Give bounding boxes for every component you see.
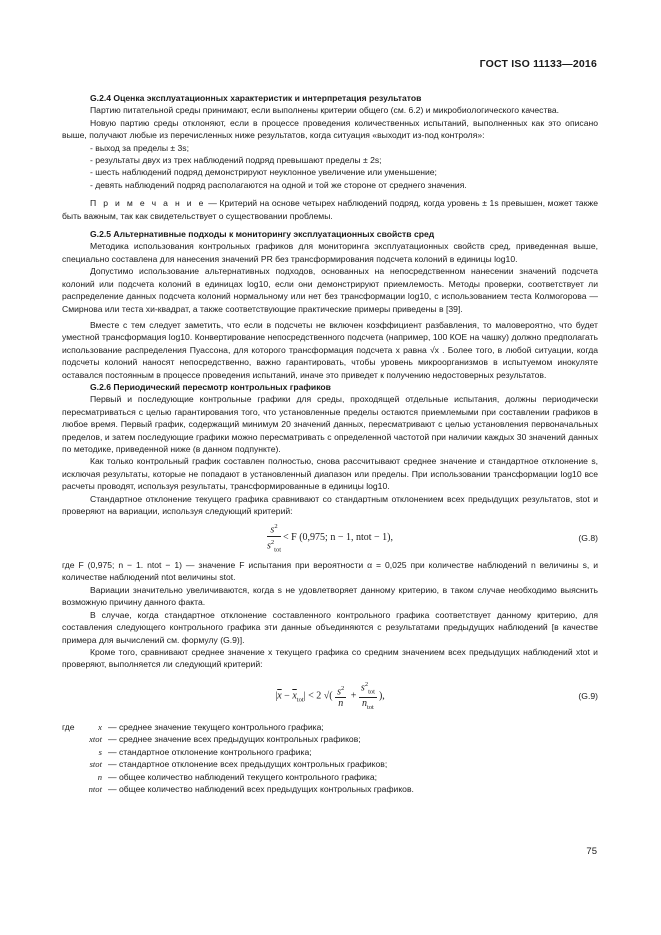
g24-paragraph-2: Новую партию среды отклоняют, если в процессе проведения количественных испытаний, выполненных как это описано выше, получают любые из перечисленных ниже результатов, когда ситуация «выходит из-под контроля»:	[62, 117, 598, 141]
g26-paragraph-3: Стандартное отклонение текущего графика сравнивают со стандартным отклонением всех предыдущих результатов, stot и проверяют на вариации, используя следующий критерий:	[62, 493, 598, 516]
g26-paragraph-2: Как только контрольный график составлен полностью, снова рассчитывают среднее значение и стандартное отклонение s, исключая результаты, которые не попадают в установленный диапазон или пределы. При использовании трансформации log10 все расчеты проводят, используя результаты, трансформированные в единицы log10.	[62, 456, 598, 492]
equation-g8-body	[122, 521, 538, 555]
equation-g9-number: (G.9)	[578, 690, 598, 701]
equation-g8-number: (G.8)	[578, 533, 598, 544]
g26-paragraph-6: В случае, когда стандартное отклонение составленного контрольного графика соответствует данному критерию, для составления следующего контрольного графика эти данные объединяются с результатами предыдущих наблюдений [в качестве примера для вычислений см. формулу (G.9)].	[62, 609, 598, 645]
page-number: 75	[586, 846, 597, 857]
g24-paragraph-1: Партию питательной среды принимают, если выполнены критерии общего (см. 6.2) и микробиологического качества.	[90, 105, 560, 116]
definition-row: ntot — общее количество наблюдений всех предыдущих контрольных графиков.	[88, 784, 414, 795]
g25-paragraph-2: Допустимо использование альтернативных подходов, основанных на непосредственном нанесении значений подсчета колоний или подсчета колоний в единицах log10, если они демонстрируют приемлемость. Методы проверки, соответствует ли распределение данных подсчета колоний нормальному или нет без трансформации log10, с использованием теста Колмогорова — Смирнова или теста хи-квадрат, а также соответствующие практические примеры приведены в [39].	[62, 266, 598, 314]
section-g26-heading: G.2.6 Периодический пересмотр контрольных графиков	[90, 381, 331, 392]
definition-row: где x — среднее значение текущего контрольного графика;	[62, 722, 324, 733]
definition-row: n — общее количество наблюдений текущего контрольного графика;	[97, 771, 377, 782]
g25-paragraph-3: Вместе с тем следует заметить, что если в подсчеты не включен коэффициент разбавления, то маловероятно, что будет уместной трансформация log10. Конвертирование непосредственного подсчета (например, 100 КОЕ на чашку) должно предполагать использование распределения Пуассона, для которого трансформация подсчета x равна √x . Более того, в любой ситуации, когда подсчеты колоний наносят непосредственно, важно гарантировать, чтобы уровень микроорганизмов в испытуемом инокуляте оставался постоянным в процессе проведения испытаний, иначе это приведет к получению недостоверных результатов.	[62, 319, 598, 380]
g26-paragraph-5: Вариации значительно увеличиваются, когда s не удовлетворяет данному критерию, в таком случае необходимо выяснить возможную причину данного факта.	[62, 584, 598, 608]
definition-row: s — стандартное отклонение контрольного графика;	[98, 746, 312, 757]
note	[62, 197, 598, 222]
g26-paragraph-4: где F (0,975; n − 1. ntot − 1) — значение F испытания при вероятности α = 0,025 при количестве наблюдений n величины s, и количестве наблюдений ntot величины stot.	[62, 560, 598, 583]
definition-row: xtot — среднее значение всех предыдущих контрольных графиков;	[89, 734, 361, 745]
criteria-item-2: - результаты двух из трех наблюдений подряд превышают пределы ± 2s;	[90, 155, 382, 166]
g26-paragraph-7: Кроме того, сравнивают среднее значение x текущего графика со средним значением всех предыдущих наблюдений xtot и проверяют, выполняется ли следующий критерий:	[62, 646, 598, 670]
standard-header: ГОСТ ISO 11133—2016	[479, 58, 597, 70]
definition-row: stot — стандартное отклонение всех предыдущих контрольных графиков;	[89, 759, 388, 770]
g25-paragraph-1: Методика использования контрольных графиков для мониторинга эксплуатационных свойств сред, приведенная выше, специально составлена для нанесения значений PR без трансформирования подсчета колоний в единицы log10.	[62, 241, 598, 264]
criteria-item-3: - шесть наблюдений подряд демонстрируют неуклонное увеличение или уменьшение;	[90, 167, 437, 178]
body-text	[62, 92, 598, 795]
equation-g9-body: $|\overline{x} - \overline{x}_{tot}| < 2$ √( $\frac{s^2}{n}$ + $\frac{s^2_{tot}}{n_{tot}}$ ),	[275, 680, 385, 712]
section-g24-heading: G.2.4 Оценка эксплуатационных характеристик и интерпретация результатов	[90, 93, 422, 103]
criteria-item-1: - выход за пределы ± 3s;	[90, 142, 189, 153]
note-label: П р и м е ч а н и е	[90, 198, 206, 209]
criteria-item-4: - девять наблюдений подряд располагаются на одной и той же стороне от среднего значения.	[90, 179, 467, 190]
variance-ratio: $\frac{s^2}{s^2_{tot}}$	[266, 523, 282, 554]
section-g25-heading: G.2.5 Альтернативные подходы к мониторингу эксплуатационных свойств сред	[90, 229, 435, 240]
equation-g8-text: < F (0,975; n − 1, ntot − 1),	[283, 532, 393, 544]
symbol-definitions	[62, 721, 598, 795]
g26-paragraph-1: Первый и последующие контрольные графики для среды, проходящей отдельные испытания, должны периодически пересматриваться с целью гарантирования того, что установленные пределы остаются приемлемыми при составлении графиков в любое время. Первый график, содержащий минимум 20 значений данных, пересматривают с целью установления первоначальных пределов, и затем последующие графики можно пересматривать с определенной частотой при наличии каждых 30 значений данных по методике, приведенной ниже (в данном подпункте).	[62, 394, 598, 454]
equation-g8	[62, 521, 598, 555]
note-text: — Критерий на основе четырех наблюдений подряд, когда уровень ± 1s превышен, может также быть важным, так как свидетельствует о существовании проблемы.	[62, 198, 598, 221]
equation-g9	[62, 679, 598, 713]
